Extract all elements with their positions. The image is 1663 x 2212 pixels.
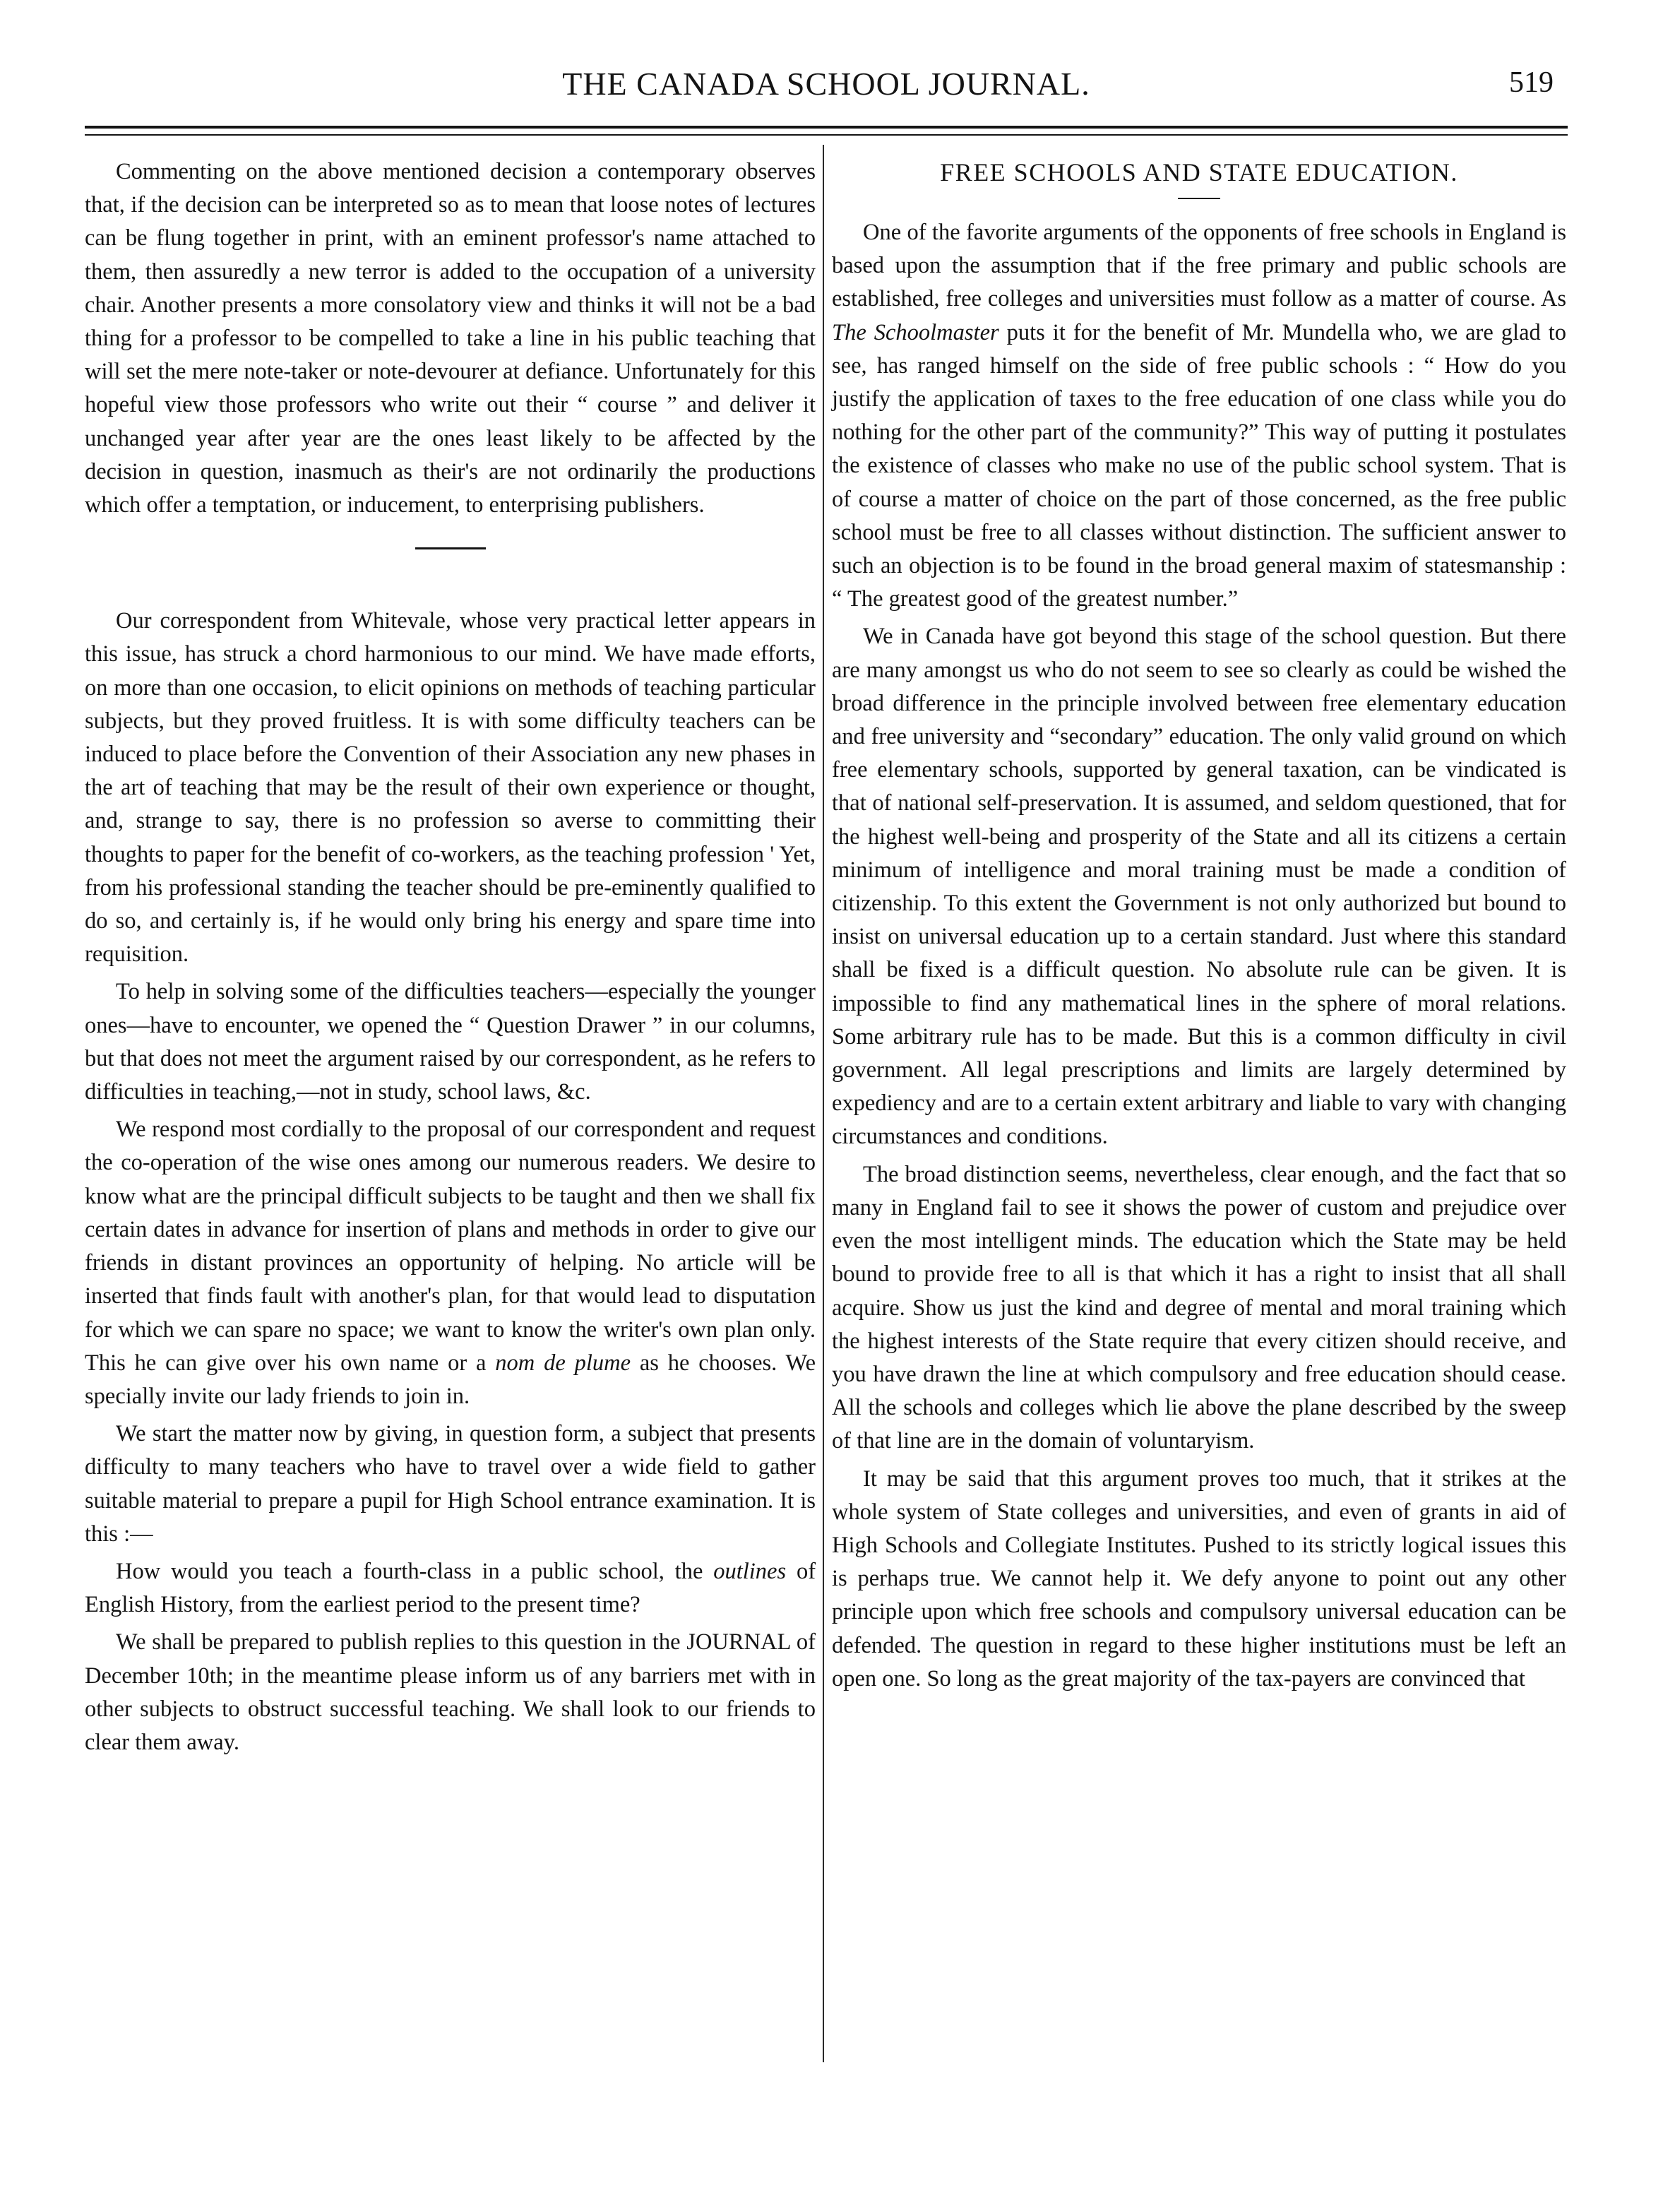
- heading-rule: [1178, 198, 1220, 199]
- left-paragraph-2-text: Our correspondent from Whitevale, whose very practical letter appears in this issue, has struck a chord harmonious to our mind. We have made efforts, on more than one occasion, to elicit opinions on methods of teaching particular subjects, but they proved fruitless. It is with some difficulty teachers can be induced to place before the Convention of their Association any new phases in the art of teaching that may be the result of their own experience or thought, and, strange to say, there is no profession so averse to committing their thoughts to paper for the benefit of co-workers, as the teaching profession ' Yet, from his professional standing the teacher should be pre-eminently qualified to do so, and certainly is, if he would only bring his energy and spare time into requisition.: [85, 608, 816, 968]
- left-paragraph-5: [85, 1417, 816, 1551]
- right-paragraph-2-text: We in Canada have got beyond this stage of the school question. But there are many amongst us who do not seem to see so clearly as could be wished the broad difference in the principle involved between free elementary education and free university and “secondary” education. The only valid ground on which free elementary schools, supported by general taxation, can be vindicated is that of national self-preservation. It is assumed, and seldom questioned, that for the highest well-being and prosperity of the State and all its citizens a certain minimum of intelligence and moral training must be made a condition of citizenship. To this extent the Government is not only authorized but bound to insist on universal education up to a certain standard. Just where this standard shall be fixed is a difficult question. No absolute rule can be given. It is impossible to find any mathematical lines in the sphere of moral relations. Some arbitrary rule has to be made. But this is a common difficulty in civil government. All legal prescriptions and limits are largely determined by expediency and are to a certain extent arbitrary and liable to vary with changing circumstances and conditions.: [832, 624, 1566, 1150]
- left-paragraph-1-text: Commenting on the above mentioned decision a contemporary observes that, if the decision can be interpreted so as to mean that loose notes of lectures can be flung together in print, with an eminent professor's name attached to them, then assuredly a new terror is added to the occupation of a university chair. Another presents a more consolatory view and thinks it will not be a bad thing for a professor to be compelled to take a line in his public teaching that will set the mere note-taker or note-devourer at defiance. Unfortunately for this hopeful view those professors who write out their “ course ” and deliver it unchanged year after year are the ones least likely to be affected by the decision in question, inasmuch as their's are not ordinarily the productions which offer a temptation, or inducement, to enterprising publishers.: [85, 159, 816, 518]
- right-paragraph-1-start: One of the favorite arguments of the opponents of free schools in England is based upon the assumption that if the free primary and public schools are established, free colleges and universities must follow as a matter of course. As: [832, 220, 1566, 312]
- left-paragraph-3-text: To help in solving some of the difficulties teachers—especially the younger ones—have to encounter, we opened the “ Question Drawer ” in our columns, but that does not meet the argument raised by our correspondent, as he refers to difficulties in teaching,—not in study, school laws, &c.: [85, 979, 816, 1105]
- article-heading: FREE SCHOOLS AND STATE EDUCATION.: [940, 158, 1458, 186]
- left-paragraph-6-start: How would you teach a fourth-class in a public school, the: [116, 1558, 703, 1584]
- left-paragraph-4-end: as he chooses. We specially invite our lady friends to join in.: [85, 1350, 816, 1409]
- left-paragraph-4: [85, 1113, 816, 1413]
- left-paragraph-2: [85, 605, 816, 971]
- right-paragraph-3-text: The broad distinction seems, nevertheless, clear enough, and the fact that so many in England fail to see it shows the power of custom and prejudice over even the most intelligent minds. The education which the State may be held bound to provide free to all is that which it has a right to insist that all shall acquire. Show us just the kind and degree of mental and moral training which the highest interests of the State require that every citizen should receive, and you have drawn the line at which compulsory and free education should cease. All the schools and colleges which lie above the plane described by the sweep of that line are in the domain of voluntaryism.: [832, 1161, 1566, 1454]
- left-paragraph-7-text: We shall be prepared to publish replies to this question in the JOURNAL of December 10th; in the meantime please inform us of any barriers met with in other subjects to obstruct successful teaching. We shall look to our friends to clear them away.: [85, 1629, 816, 1755]
- header-rule-thick: [85, 126, 1568, 129]
- left-paragraph-7: [85, 1626, 816, 1759]
- left-paragraph-6: [85, 1555, 816, 1622]
- right-paragraph-2: [832, 620, 1566, 1153]
- left-paragraph-5-text: We start the matter now by giving, in question form, a subject that presents difficulty to many teachers who have to travel over a wide field to gather suitable material to prepare a pupil for High School entrance examination. It is this :—: [85, 1421, 816, 1547]
- left-paragraph-3: [85, 975, 816, 1109]
- left-paragraph-4-italic: nom de plume: [495, 1350, 631, 1376]
- right-paragraph-1: [832, 216, 1566, 616]
- left-paragraph-6-end: of English History, from the earliest period to the present time?: [85, 1558, 816, 1618]
- right-paragraph-4-text: It may be said that this argument proves too much, that it strikes at the whole system of State colleges and universities, and even of grants in aid of High Schools and Collegiate Institutes. Pushed to its strictly logical issues this is perhaps true. We cannot help it. We defy anyone to point out any other principle upon which free schools and compulsory universal education can be defended. The question in regard to these higher institutions must be left an open one. So long as the great majority of the tax-payers are convinced that: [832, 1465, 1566, 1691]
- section-separator: [415, 547, 486, 549]
- page-number: 519: [1509, 66, 1554, 99]
- right-column: [832, 155, 1566, 1700]
- left-paragraph-4-text: We respond most cordially to the proposal of our correspondent and request the co-operation of the wise ones among our numerous readers. We desire to know what are the principal difficult subjects to be taught and then we shall fix certain dates in advance for insertion of plans and methods in order to give our friends in distant provinces an opportunity of helping. No article will be inserted that finds fault with another's plan, for that would lead to disputation for which we can spare no space; we want to know the writer's own plan only. This he can give over his own name or a: [85, 1117, 816, 1376]
- page-header: [85, 68, 1568, 117]
- header-rule-thin: [85, 134, 1568, 136]
- journal-title: THE CANADA SCHOOL JOURNAL.: [562, 66, 1090, 102]
- right-paragraph-4: [832, 1463, 1566, 1696]
- left-column: [85, 155, 816, 1764]
- left-paragraph-1: [85, 155, 816, 522]
- left-paragraph-6-italic: outlines: [713, 1558, 787, 1584]
- right-paragraph-1-end: puts it for the benefit of Mr. Mundella who, we are glad to see, has ranged himself on the side of free public schools : “ How do you justify the application of taxes to the free education of one class while you do nothing for the other part of the community?” This way of putting it postulates the existence of classes who make no use of the public school system. That is of course a matter of choice on the part of those concerned, as the free public school must be free to all classes without distinction. The sufficient answer to such an objection is to be found in the broad general maxim of statesmanship : “ The greatest good of the greatest number.”: [832, 319, 1566, 612]
- right-paragraph-3: [832, 1158, 1566, 1458]
- column-divider: [823, 145, 824, 2062]
- right-paragraph-1-italic: The Schoolmaster: [832, 319, 999, 345]
